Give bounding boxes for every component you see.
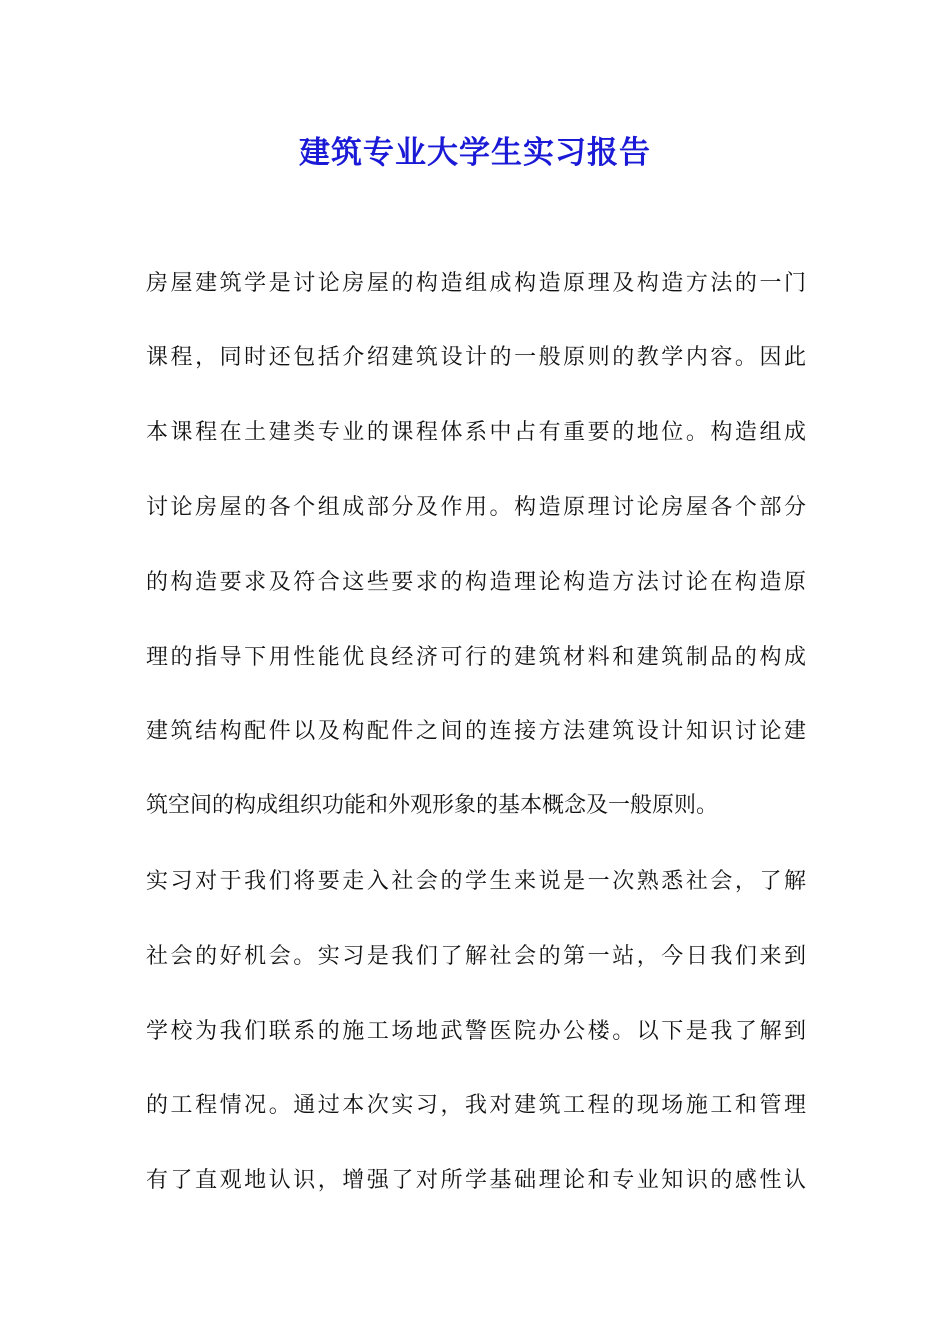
body-line-8: 筑空间的构成组织功能和外观形象的基本概念及一般原则。 — [146, 793, 719, 818]
body-line-2: 课程，同时还包括介绍建筑设计的一般原则的教学内容。因此 — [146, 345, 806, 370]
body-line-7: 建筑结构配件以及构配件之间的连接方法建筑设计知识讨论建 — [146, 719, 806, 744]
body-line-13: 有了直观地认识，增强了对所学基础理论和专业知识的感性认 — [146, 1168, 806, 1193]
body-line-9: 实习对于我们将要走入社会的学生来说是一次熟悉社会，了解 — [146, 869, 806, 894]
body-line-6: 理的指导下用性能优良经济可行的建筑材料和建筑制品的构成 — [146, 645, 806, 670]
body-line-10: 社会的好机会。实习是我们了解社会的第一站，今日我们来到 — [146, 944, 806, 969]
page-title: 建筑专业大学生实习报告 — [299, 135, 651, 171]
body-line-4: 讨论房屋的各个组成部分及作用。构造原理讨论房屋各个部分 — [146, 495, 806, 520]
body-line-1: 房屋建筑学是讨论房屋的构造组成构造原理及构造方法的一门 — [146, 271, 806, 296]
body-line-3: 本课程在土建类专业的课程体系中占有重要的地位。构造组成 — [146, 420, 806, 445]
body-line-11: 学校为我们联系的施工场地武警医院办公楼。以下是我了解到 — [146, 1019, 806, 1044]
body-line-12: 的工程情况。通过本次实习，我对建筑工程的现场施工和管理 — [146, 1093, 806, 1118]
body-line-5: 的构造要求及符合这些要求的构造理论构造方法讨论在构造原 — [146, 570, 806, 595]
